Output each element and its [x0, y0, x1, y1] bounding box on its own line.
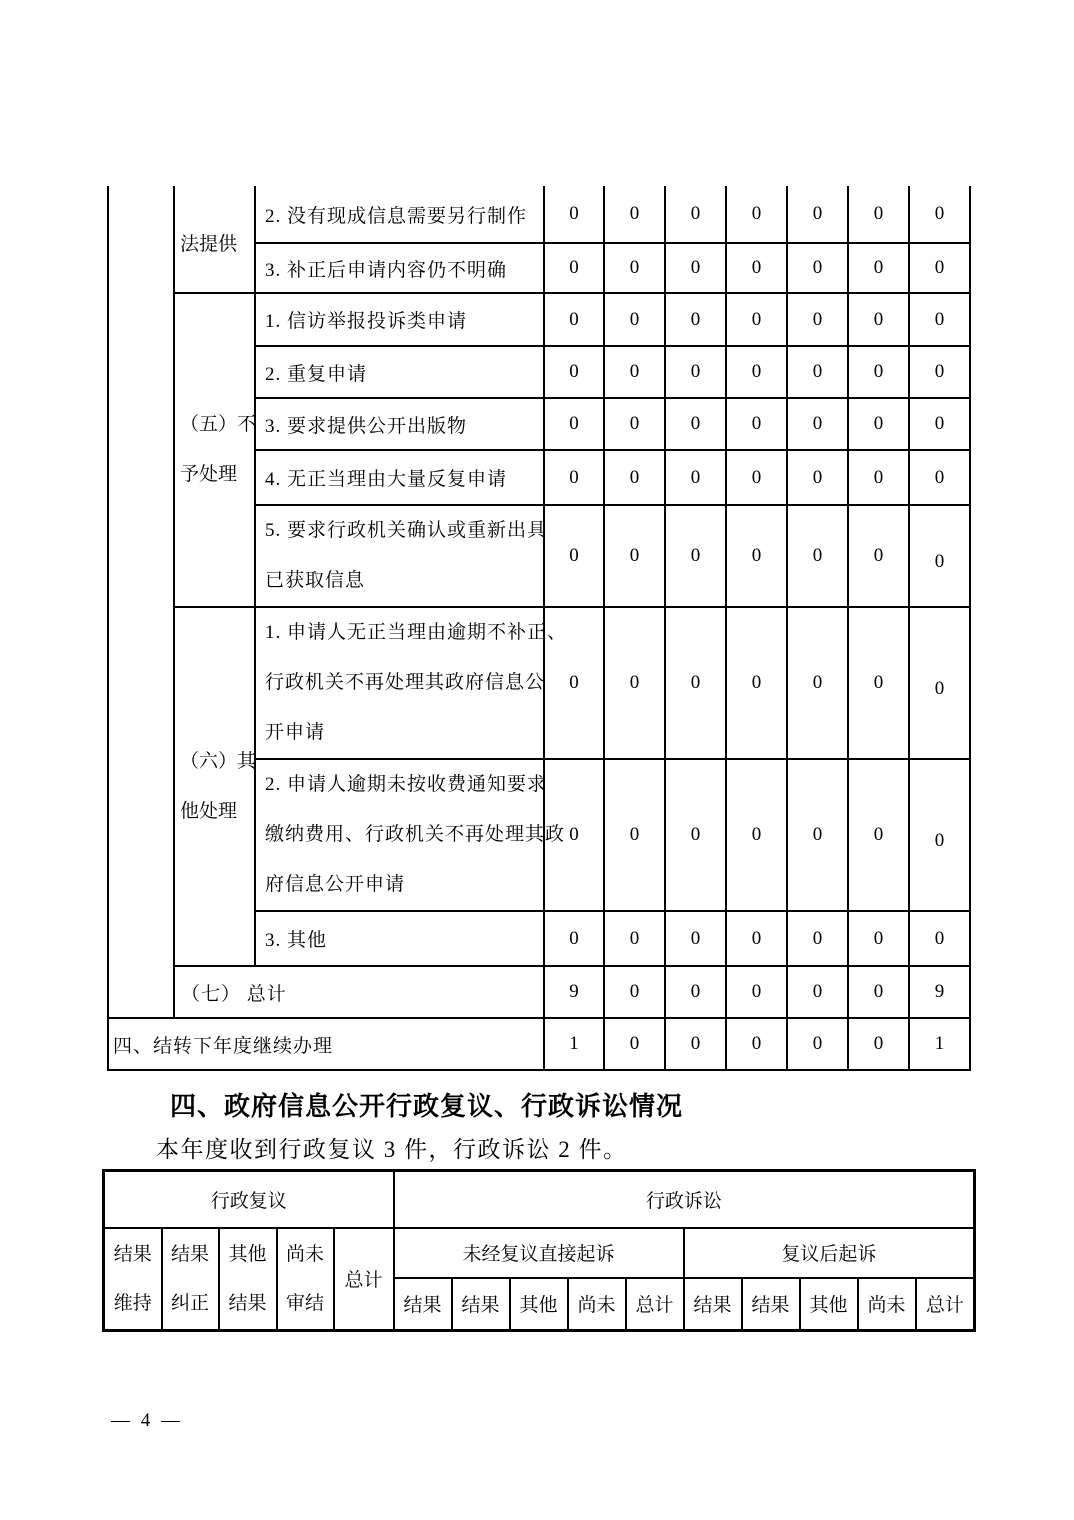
- value-cell: 9: [544, 966, 604, 1018]
- row-label: [255, 759, 566, 911]
- header-line: 结果: [113, 1243, 152, 1265]
- value-cell: 0: [909, 243, 970, 293]
- spanner-cell-empty: [108, 186, 174, 1018]
- litigation-column-header: 尚未: [858, 1278, 916, 1330]
- value-cell: 0: [848, 911, 909, 966]
- value-cell: 0: [848, 186, 909, 243]
- value-cell: 0: [665, 243, 726, 293]
- row-label-line: 2. 申请人逾期未按收费通知要求: [265, 774, 548, 795]
- value-cell: 0: [909, 398, 970, 450]
- litigation-column-header: 其他: [800, 1278, 858, 1330]
- review-column-header: [219, 1228, 277, 1331]
- category-unable-to-provide-tail: [174, 186, 255, 293]
- value-cell: 0: [604, 1018, 665, 1070]
- litigation-column-header: 结果: [684, 1278, 742, 1330]
- value-cell: 0: [604, 243, 665, 293]
- value-cell: 0: [787, 911, 848, 966]
- value-cell: 0: [909, 186, 970, 243]
- value-cell: 0: [909, 346, 970, 398]
- value-cell: 0: [848, 450, 909, 505]
- value-cell: 0: [544, 911, 604, 966]
- litigation-column-header: 结果: [394, 1278, 452, 1330]
- litigation-column-header: 总计: [916, 1278, 975, 1330]
- section-intro-text: 本年度收到行政复议 3 件，行政诉讼 2 件。: [156, 1137, 628, 1162]
- value-cell: 0: [604, 293, 665, 346]
- row-label: 2. 没有现成信息需要另行制作: [255, 186, 544, 243]
- litigation-column-header: 结果: [742, 1278, 800, 1330]
- value-cell: 0: [726, 293, 787, 346]
- category-label: 法提供: [180, 234, 238, 255]
- value-cell: 0: [787, 505, 848, 607]
- value-cell: 0: [787, 966, 848, 1018]
- row-label-line: 行政机关不再处理其政府信息公: [265, 672, 546, 693]
- value-cell: 0: [787, 1018, 848, 1070]
- value-cell: 0: [544, 607, 604, 759]
- row-label: [255, 607, 568, 759]
- value-cell: 0: [544, 450, 604, 505]
- review-litigation-table-grid: [102, 1169, 976, 1332]
- header-line: 维持: [113, 1292, 152, 1314]
- total-row-label: （七） 总计: [174, 966, 544, 1018]
- row-label-line: 5. 要求行政机关确认或重新出具: [265, 520, 548, 541]
- value-cell: 0: [604, 398, 665, 450]
- litigation-column-header: 其他: [510, 1278, 568, 1330]
- value-cell: 0: [726, 759, 787, 911]
- litigation-column-header: 尚未: [568, 1278, 626, 1330]
- value-cell: 0: [726, 911, 787, 966]
- category-label-line: 他处理: [180, 800, 238, 822]
- value-cell: 0: [726, 186, 787, 243]
- value-cell: 0: [604, 346, 665, 398]
- value-cell: 0: [909, 505, 970, 607]
- row-label-line: 府信息公开申请: [265, 874, 406, 895]
- value-cell: 0: [787, 346, 848, 398]
- value-cell: 0: [848, 293, 909, 346]
- row-label: 3. 其他: [255, 911, 544, 966]
- value-cell: 0: [544, 505, 604, 607]
- header-line: 结果: [228, 1292, 267, 1314]
- value-cell: 0: [604, 911, 665, 966]
- value-cell: 0: [665, 186, 726, 243]
- row-label: 3. 补正后申请内容仍不明确: [255, 243, 544, 293]
- value-cell: 0: [665, 759, 726, 911]
- value-cell: 0: [665, 450, 726, 505]
- value-cell: 0: [787, 293, 848, 346]
- review-column-header: [104, 1228, 162, 1331]
- value-cell: 0: [726, 505, 787, 607]
- row-label: 1. 信访举报投诉类申请: [255, 293, 544, 346]
- row-label-line: 已获取信息: [265, 570, 366, 591]
- review-litigation-table: [102, 1169, 976, 1332]
- review-total-column-header: 总计: [334, 1228, 394, 1331]
- value-cell: 0: [787, 450, 848, 505]
- value-cell: 0: [787, 186, 848, 243]
- review-column-header: [162, 1228, 219, 1331]
- category-label-line: （五）不: [180, 414, 257, 435]
- value-cell: 0: [726, 243, 787, 293]
- row-label: 2. 重复申请: [255, 346, 544, 398]
- value-cell: 0: [726, 450, 787, 505]
- header-line: 纠正: [170, 1292, 209, 1314]
- value-cell: 0: [544, 346, 604, 398]
- category-no-processing: [174, 293, 255, 607]
- value-cell: 1: [909, 1018, 970, 1070]
- value-cell: 0: [909, 293, 970, 346]
- row-label-line: 缴纳费用、行政机关不再处理其政: [265, 824, 566, 845]
- value-cell: 0: [848, 607, 909, 759]
- category-other-processing: [174, 607, 255, 966]
- value-cell: 0: [604, 505, 665, 607]
- value-cell: 0: [665, 293, 726, 346]
- value-cell: 0: [726, 966, 787, 1018]
- litigation-section-header: 行政诉讼: [394, 1171, 975, 1228]
- value-cell: 0: [544, 398, 604, 450]
- value-cell: 0: [544, 186, 604, 243]
- page-number: — 4 —: [111, 1410, 183, 1431]
- row-label: [255, 505, 548, 607]
- value-cell: 0: [909, 450, 970, 505]
- row-label: 4. 无正当理由大量反复申请: [255, 450, 544, 505]
- value-cell: 0: [665, 505, 726, 607]
- row-label-line: 开申请: [265, 722, 326, 743]
- section-heading: 四、政府信息公开行政复议、行政诉讼情况: [170, 1091, 684, 1121]
- value-cell: 0: [726, 346, 787, 398]
- value-cell: 9: [909, 966, 970, 1018]
- value-cell: 0: [726, 398, 787, 450]
- litigation-column-header: 结果: [452, 1278, 510, 1330]
- value-cell: 0: [665, 607, 726, 759]
- value-cell: 0: [909, 759, 970, 911]
- value-cell: 0: [544, 759, 604, 911]
- value-cell: 1: [544, 1018, 604, 1070]
- value-cell: 0: [604, 607, 665, 759]
- litigation-direct-header: 未经复议直接起诉: [394, 1228, 684, 1279]
- value-cell: 0: [848, 346, 909, 398]
- value-cell: 0: [787, 398, 848, 450]
- litigation-after-review-header: 复议后起诉: [684, 1228, 975, 1279]
- value-cell: 0: [604, 186, 665, 243]
- category-label-line: 予处理: [180, 464, 238, 485]
- header-line: 尚未: [285, 1243, 324, 1265]
- value-cell: 0: [665, 911, 726, 966]
- value-cell: 0: [787, 243, 848, 293]
- value-cell: 0: [848, 398, 909, 450]
- value-cell: 0: [665, 1018, 726, 1070]
- value-cell: 0: [848, 505, 909, 607]
- value-cell: 0: [848, 966, 909, 1018]
- value-cell: 0: [726, 607, 787, 759]
- row-label-line: 1. 申请人无正当理由逾期不补正、: [265, 622, 568, 643]
- review-column-header: [277, 1228, 334, 1331]
- carryover-row-label: 四、结转下年度继续办理: [108, 1018, 544, 1070]
- value-cell: 0: [604, 759, 665, 911]
- value-cell: 0: [848, 1018, 909, 1070]
- value-cell: 0: [726, 1018, 787, 1070]
- value-cell: 0: [665, 398, 726, 450]
- value-cell: 0: [909, 607, 970, 759]
- disposal-results-table: [107, 186, 971, 1071]
- litigation-column-header: 总计: [626, 1278, 684, 1330]
- value-cell: 0: [848, 759, 909, 911]
- category-label-line: （六）其: [180, 750, 257, 772]
- disposal-results-table-grid: [107, 186, 971, 1071]
- value-cell: 0: [665, 346, 726, 398]
- row-label: 3. 要求提供公开出版物: [255, 398, 544, 450]
- header-line: 其他: [228, 1243, 267, 1265]
- header-line: 审结: [285, 1292, 324, 1314]
- value-cell: 0: [544, 243, 604, 293]
- review-section-header: 行政复议: [104, 1171, 394, 1228]
- value-cell: 0: [604, 450, 665, 505]
- header-line: 结果: [170, 1243, 209, 1265]
- value-cell: 0: [787, 759, 848, 911]
- value-cell: 0: [544, 293, 604, 346]
- value-cell: 0: [909, 911, 970, 966]
- value-cell: 0: [787, 607, 848, 759]
- value-cell: 0: [665, 966, 726, 1018]
- value-cell: 0: [848, 243, 909, 293]
- value-cell: 0: [604, 966, 665, 1018]
